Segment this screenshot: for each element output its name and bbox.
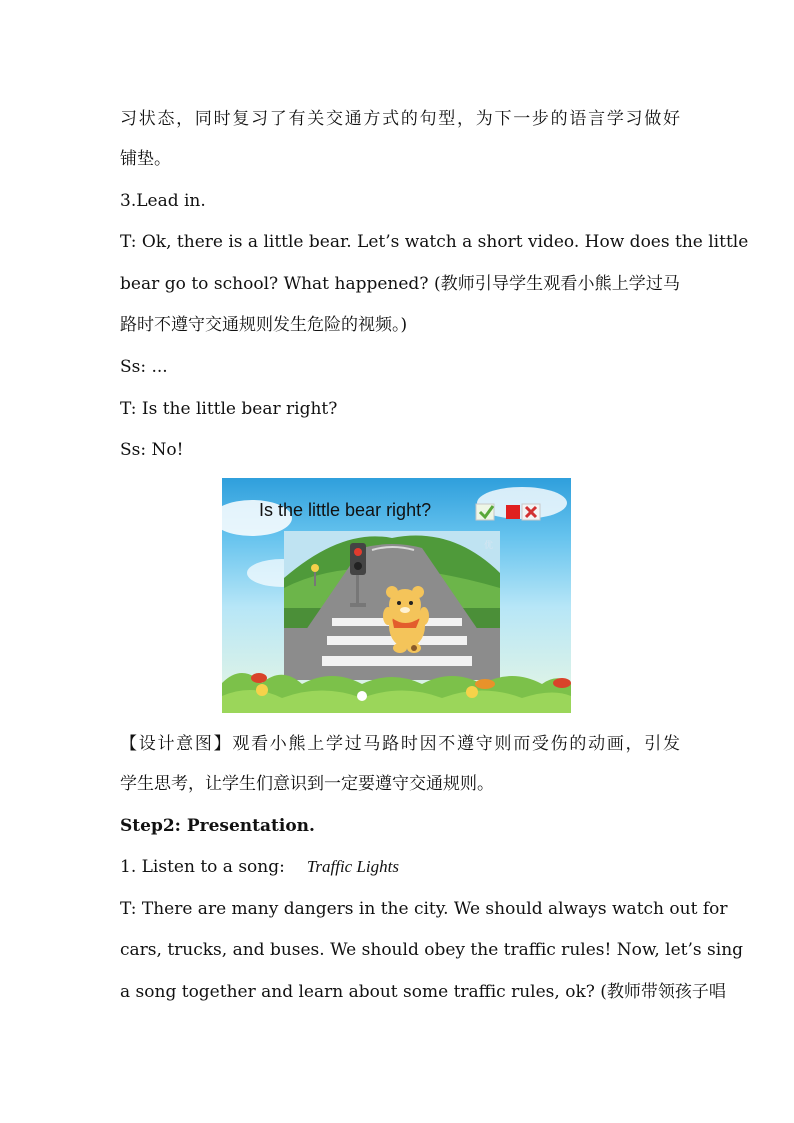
check-mark-icon[interactable]	[476, 504, 494, 520]
section-heading: Step2: Presentation.	[120, 816, 315, 836]
dialogue-line: T: Is the little bear right?	[120, 399, 338, 419]
activity-heading	[120, 855, 680, 879]
dialogue-line: T: There are many dangers in the city. We should always watch out for	[120, 899, 728, 919]
dialogue-line: cars, trucks, and buses. We should obey the traffic rules! Now, let’s sing	[120, 940, 744, 960]
design-intent-line: 【设计意图】观看小熊上学过马路时因不遵守则而受伤的动画，引发	[120, 734, 680, 754]
song-title: Traffic Lights	[306, 857, 399, 876]
watermark-text: 优	[484, 541, 494, 551]
paragraph-line: 铺垫。	[120, 149, 171, 169]
dialogue-line: a song together and learn about some traffic rules, ok? (教师带领孩子唱	[120, 982, 726, 1002]
design-intent-line: 学生思考，让学生们意识到一定要遵守交通规则。	[120, 774, 494, 794]
paragraph-line: 习状态，同时复习了有关交通方式的句型，为下一步的语言学习做好	[120, 109, 680, 129]
lesson-slide-image	[222, 478, 571, 713]
dialogue-line: T: Ok, there is a little bear. Let’s watch a short video. How does the little	[120, 232, 749, 252]
section-heading: 3.Lead in.	[120, 191, 206, 211]
cross-mark-icon[interactable]	[506, 504, 540, 520]
slide-question: Is the little bear right?	[259, 500, 432, 520]
dialogue-line: Ss: ...	[120, 357, 168, 377]
dialogue-line: 路时不遵守交通规则发生危险的视频。)	[120, 315, 408, 335]
dialogue-line: bear go to school? What happened? (教师引导学生观看小熊上学过马	[120, 274, 680, 294]
activity-label: 1. Listen to a song:	[120, 857, 285, 877]
dialogue-line: Ss: No!	[120, 440, 184, 460]
